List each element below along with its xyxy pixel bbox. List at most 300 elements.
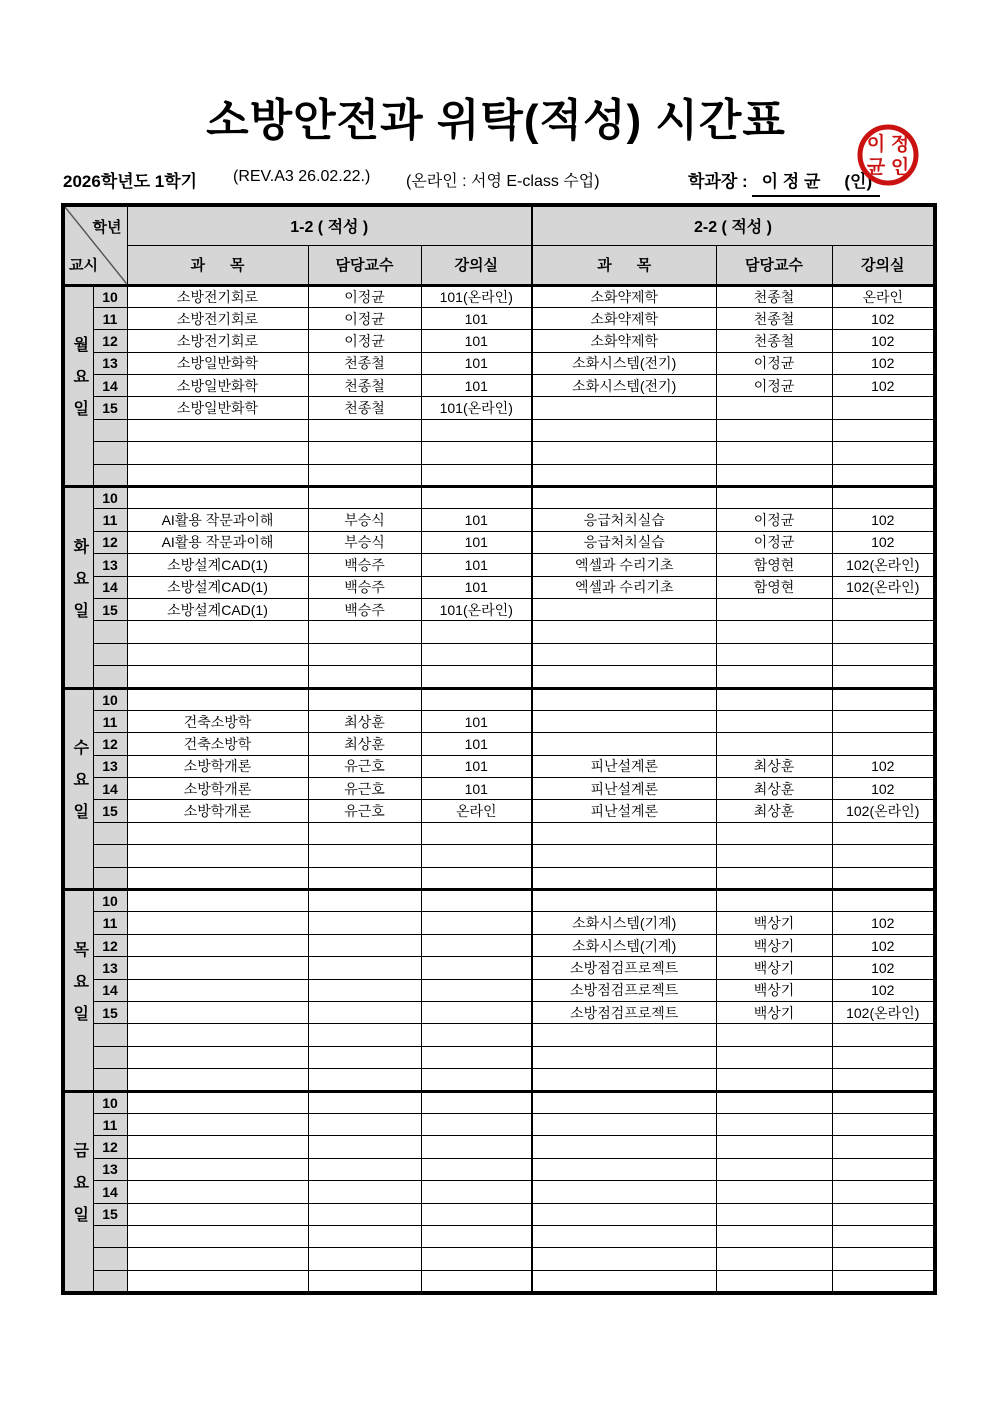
room-cell-2 — [832, 487, 935, 509]
room-cell-2: 102 — [832, 957, 935, 979]
teacher-cell-1 — [308, 957, 421, 979]
teacher-cell-2: 천종철 — [716, 285, 832, 307]
day-label: 월요일 — [70, 336, 88, 433]
day-label: 금요일 — [70, 1142, 88, 1239]
page-title: 소방안전과 위탁(적성) 시간표 — [206, 96, 786, 145]
room-cell-2 — [832, 1046, 935, 1068]
teacher-cell-2 — [716, 822, 832, 844]
teacher-cell-2 — [716, 419, 832, 441]
subject-cell-1 — [127, 845, 308, 867]
teacher-cell-2 — [716, 1225, 832, 1247]
teacher-cell-2 — [716, 733, 832, 755]
subject-cell-2: 피난설계론 — [532, 778, 716, 800]
day-cell — [63, 285, 93, 487]
subject-cell-1 — [127, 1024, 308, 1046]
day-cell — [63, 1091, 93, 1293]
subject-cell-1 — [127, 1136, 308, 1158]
corner-label-grade: 학년 — [92, 219, 122, 236]
room-cell-1 — [421, 1002, 532, 1024]
teacher-cell-2 — [716, 1069, 832, 1091]
teacher-cell-1 — [308, 621, 421, 643]
timetable-row — [63, 867, 935, 889]
timetable-row — [63, 1046, 935, 1068]
timetable-row — [63, 1113, 935, 1135]
teacher-cell-1 — [308, 688, 421, 710]
approval-stamp-icon — [855, 122, 921, 188]
room-cell-1 — [421, 666, 532, 688]
teacher-cell-2 — [716, 1248, 832, 1270]
room-cell-1: 101 — [421, 710, 532, 732]
timetable-row — [63, 330, 935, 352]
room-cell-1 — [421, 1046, 532, 1068]
room-cell-2 — [832, 688, 935, 710]
timetable-row — [63, 755, 935, 777]
timetable-row — [63, 419, 935, 441]
teacher-cell-2 — [716, 710, 832, 732]
teacher-cell-1: 천종철 — [308, 397, 421, 419]
subject-cell-1 — [127, 1113, 308, 1135]
room-cell-1 — [421, 1225, 532, 1247]
teacher-cell-2 — [716, 1181, 832, 1203]
room-cell-1 — [421, 867, 532, 889]
subject-cell-1: 건축소방학 — [127, 733, 308, 755]
teacher-cell-2 — [716, 464, 832, 486]
teacher-cell-1: 백승주 — [308, 598, 421, 620]
timetable-row — [63, 397, 935, 419]
subject-cell-1 — [127, 867, 308, 889]
room-cell-1: 101 — [421, 307, 532, 329]
room-cell-1 — [421, 1203, 532, 1225]
period-cell: 11 — [93, 509, 127, 531]
period-cell: 13 — [93, 755, 127, 777]
timetable-row — [63, 934, 935, 956]
info-line — [0, 163, 992, 197]
room-cell-1: 101 — [421, 576, 532, 598]
teacher-cell-1: 백승주 — [308, 554, 421, 576]
room-cell-1: 101 — [421, 352, 532, 374]
subject-cell-2: 소방점검프로젝트 — [532, 979, 716, 1001]
day-cell — [63, 487, 93, 689]
subject-cell-2 — [532, 1024, 716, 1046]
timetable-row — [63, 375, 935, 397]
room-cell-1 — [421, 1270, 532, 1292]
teacher-cell-2 — [716, 487, 832, 509]
subject-cell-1 — [127, 419, 308, 441]
teacher-cell-1 — [308, 845, 421, 867]
room-cell-1: 101 — [421, 554, 532, 576]
subject-cell-1 — [127, 1181, 308, 1203]
subject-cell-2: 피난설계론 — [532, 755, 716, 777]
timetable-row — [63, 733, 935, 755]
room-cell-1 — [421, 1248, 532, 1270]
teacher-cell-2 — [716, 1203, 832, 1225]
subject-cell-2 — [532, 419, 716, 441]
timetable-row — [63, 1248, 935, 1270]
room-cell-1: 101(온라인) — [421, 598, 532, 620]
timetable-row — [63, 598, 935, 620]
timetable-row — [63, 979, 935, 1001]
room-cell-1 — [421, 419, 532, 441]
period-cell — [93, 1248, 127, 1270]
subject-cell-2: 응급처치실습 — [532, 531, 716, 553]
room-cell-2: 102(온라인) — [832, 576, 935, 598]
teacher-cell-2: 최상훈 — [716, 778, 832, 800]
teacher-cell-1: 유근호 — [308, 800, 421, 822]
subject-cell-2 — [532, 442, 716, 464]
room-cell-2 — [832, 442, 935, 464]
room-cell-2 — [832, 1248, 935, 1270]
period-cell: 14 — [93, 778, 127, 800]
room-cell-1: 101 — [421, 330, 532, 352]
teacher-cell-2 — [716, 890, 832, 912]
subject-cell-1 — [127, 1069, 308, 1091]
subject-cell-2 — [532, 822, 716, 844]
subject-cell-1 — [127, 1203, 308, 1225]
room-cell-2 — [832, 1225, 935, 1247]
room-cell-1 — [421, 979, 532, 1001]
day-block-0 — [63, 285, 935, 487]
subject-cell-1: AI활용 작문과이해 — [127, 509, 308, 531]
teacher-cell-1 — [308, 487, 421, 509]
period-cell: 13 — [93, 1158, 127, 1180]
teacher-cell-2 — [716, 1113, 832, 1135]
subject-cell-1: 소방학개론 — [127, 778, 308, 800]
teacher-cell-2 — [716, 1091, 832, 1113]
subject-cell-1: 건축소방학 — [127, 710, 308, 732]
subject-cell-2: 엑셀과 수리기초 — [532, 554, 716, 576]
room-cell-1 — [421, 487, 532, 509]
period-cell: 14 — [93, 979, 127, 1001]
room-cell-2 — [832, 1136, 935, 1158]
subject-cell-2 — [532, 643, 716, 665]
teacher-cell-2 — [716, 688, 832, 710]
col-header-teacher-1: 담당교수 — [308, 245, 421, 285]
period-cell: 14 — [93, 375, 127, 397]
subject-cell-2: 소화시스템(전기) — [532, 375, 716, 397]
room-cell-2: 102(온라인) — [832, 1002, 935, 1024]
period-cell: 12 — [93, 330, 127, 352]
subject-cell-1 — [127, 442, 308, 464]
room-cell-2: 102 — [832, 755, 935, 777]
room-cell-2 — [832, 643, 935, 665]
timetable-row — [63, 307, 935, 329]
col-header-room-1: 강의실 — [421, 245, 532, 285]
group-header-2-2: 2-2 ( 적성 ) — [532, 205, 935, 245]
room-cell-2 — [832, 1113, 935, 1135]
subject-cell-1 — [127, 1270, 308, 1292]
room-cell-2 — [832, 621, 935, 643]
room-cell-1: 101(온라인) — [421, 397, 532, 419]
subject-cell-2 — [532, 710, 716, 732]
teacher-cell-1 — [308, 1069, 421, 1091]
room-cell-1: 온라인 — [421, 800, 532, 822]
period-cell: 11 — [93, 307, 127, 329]
subject-cell-2 — [532, 666, 716, 688]
teacher-cell-1 — [308, 1113, 421, 1135]
room-cell-2 — [832, 845, 935, 867]
room-cell-2: 102 — [832, 778, 935, 800]
period-cell — [93, 442, 127, 464]
teacher-cell-1 — [308, 1002, 421, 1024]
subject-cell-1 — [127, 1091, 308, 1113]
room-cell-1 — [421, 1024, 532, 1046]
room-cell-1 — [421, 1091, 532, 1113]
day-cell — [63, 890, 93, 1092]
room-cell-1: 101 — [421, 509, 532, 531]
period-cell: 12 — [93, 1136, 127, 1158]
timetable-header — [63, 205, 935, 285]
period-cell — [93, 419, 127, 441]
room-cell-1 — [421, 464, 532, 486]
subject-cell-1 — [127, 666, 308, 688]
teacher-cell-1 — [308, 464, 421, 486]
period-cell — [93, 621, 127, 643]
teacher-cell-2 — [716, 397, 832, 419]
period-cell — [93, 1270, 127, 1292]
room-cell-1: 101(온라인) — [421, 285, 532, 307]
room-cell-2: 102 — [832, 934, 935, 956]
timetable-row — [63, 1002, 935, 1024]
teacher-cell-1: 유근호 — [308, 755, 421, 777]
subject-cell-2 — [532, 867, 716, 889]
timetable-row — [63, 1158, 935, 1180]
period-cell: 10 — [93, 1091, 127, 1113]
timetable-row — [63, 576, 935, 598]
subject-cell-2 — [532, 487, 716, 509]
subject-cell-1: 소방전기회로 — [127, 285, 308, 307]
subject-cell-2 — [532, 1069, 716, 1091]
teacher-cell-2: 백상기 — [716, 1002, 832, 1024]
teacher-cell-1 — [308, 912, 421, 934]
period-cell: 10 — [93, 688, 127, 710]
subject-cell-2 — [532, 1248, 716, 1270]
room-cell-2: 102 — [832, 352, 935, 374]
room-cell-2 — [832, 598, 935, 620]
subject-cell-2 — [532, 890, 716, 912]
subject-cell-1 — [127, 1158, 308, 1180]
room-cell-1 — [421, 1136, 532, 1158]
room-cell-2 — [832, 867, 935, 889]
subject-cell-1 — [127, 1248, 308, 1270]
room-cell-2: 102(온라인) — [832, 800, 935, 822]
subject-cell-2 — [532, 598, 716, 620]
teacher-cell-2 — [716, 643, 832, 665]
teacher-cell-2 — [716, 1136, 832, 1158]
teacher-cell-2 — [716, 1270, 832, 1292]
corner-cell — [63, 205, 127, 285]
subject-cell-1: 소방설계CAD(1) — [127, 576, 308, 598]
room-cell-1: 101 — [421, 531, 532, 553]
room-cell-2 — [832, 1091, 935, 1113]
timetable-row — [63, 1091, 935, 1113]
subject-cell-1 — [127, 1046, 308, 1068]
room-cell-2: 102(온라인) — [832, 554, 935, 576]
timetable-row — [63, 554, 935, 576]
teacher-cell-2: 최상훈 — [716, 755, 832, 777]
subject-cell-2 — [532, 397, 716, 419]
teacher-cell-2 — [716, 598, 832, 620]
period-cell: 13 — [93, 352, 127, 374]
subject-cell-1: 소방일반화학 — [127, 397, 308, 419]
subject-cell-1: 소방일반화학 — [127, 352, 308, 374]
teacher-cell-1 — [308, 666, 421, 688]
col-header-room-2: 강의실 — [832, 245, 935, 285]
teacher-cell-2: 최상훈 — [716, 800, 832, 822]
timetable-row — [63, 1181, 935, 1203]
room-cell-1 — [421, 822, 532, 844]
period-cell — [93, 464, 127, 486]
subject-cell-2 — [532, 688, 716, 710]
timetable-row — [63, 509, 935, 531]
period-cell — [93, 845, 127, 867]
room-cell-2: 102 — [832, 375, 935, 397]
teacher-cell-1: 이정균 — [308, 307, 421, 329]
teacher-cell-1 — [308, 1046, 421, 1068]
room-cell-1 — [421, 890, 532, 912]
teacher-cell-2 — [716, 1046, 832, 1068]
room-cell-1 — [421, 621, 532, 643]
subject-cell-2 — [532, 1046, 716, 1068]
subject-cell-1 — [127, 957, 308, 979]
period-cell: 10 — [93, 890, 127, 912]
teacher-cell-1 — [308, 1181, 421, 1203]
department-head-label: 학과장 : — [688, 172, 748, 191]
subject-cell-1: AI활용 작문과이해 — [127, 531, 308, 553]
teacher-cell-1 — [308, 1225, 421, 1247]
revision-label: (REV.A3 26.02.22.) — [233, 168, 371, 185]
teacher-cell-1: 최상훈 — [308, 733, 421, 755]
room-cell-1 — [421, 845, 532, 867]
subject-cell-2 — [532, 1270, 716, 1292]
timetable-row — [63, 800, 935, 822]
timetable-row — [63, 710, 935, 732]
day-block-4 — [63, 1091, 935, 1293]
corner-label-period: 교시 — [69, 256, 98, 274]
room-cell-1 — [421, 688, 532, 710]
col-header-subject-2: 과 목 — [532, 245, 716, 285]
group-header-1-2: 1-2 ( 적성 ) — [127, 205, 532, 245]
period-cell: 10 — [93, 285, 127, 307]
timetable-row — [63, 1136, 935, 1158]
room-cell-2 — [832, 733, 935, 755]
teacher-cell-1 — [308, 1091, 421, 1113]
timetable-row — [63, 352, 935, 374]
subject-cell-2 — [532, 464, 716, 486]
subject-cell-1 — [127, 890, 308, 912]
room-cell-2 — [832, 1270, 935, 1292]
room-cell-1 — [421, 643, 532, 665]
subject-cell-2: 엑셀과 수리기초 — [532, 576, 716, 598]
subject-cell-1: 소방전기회로 — [127, 330, 308, 352]
svg-text:인: 인 — [890, 157, 910, 178]
day-cell — [63, 688, 93, 890]
subject-cell-2 — [532, 1203, 716, 1225]
subject-cell-1 — [127, 464, 308, 486]
room-cell-2: 102 — [832, 912, 935, 934]
room-cell-2 — [832, 1158, 935, 1180]
teacher-cell-1: 부승식 — [308, 509, 421, 531]
subject-cell-1: 소방학개론 — [127, 755, 308, 777]
teacher-cell-1 — [308, 419, 421, 441]
svg-text:균: 균 — [866, 157, 886, 178]
timetable-row — [63, 464, 935, 486]
room-cell-2 — [832, 666, 935, 688]
teacher-cell-1 — [308, 890, 421, 912]
timetable-row — [63, 1270, 935, 1292]
subject-cell-2: 응급처치실습 — [532, 509, 716, 531]
period-cell — [93, 1225, 127, 1247]
subject-cell-1 — [127, 979, 308, 1001]
period-cell — [93, 666, 127, 688]
room-cell-2 — [832, 397, 935, 419]
room-cell-1: 101 — [421, 755, 532, 777]
timetable-row — [63, 1225, 935, 1247]
period-cell: 11 — [93, 912, 127, 934]
timetable-row — [63, 531, 935, 553]
subject-cell-2 — [532, 1091, 716, 1113]
subject-cell-2 — [532, 621, 716, 643]
timetable-row — [63, 643, 935, 665]
period-cell: 13 — [93, 957, 127, 979]
teacher-cell-1: 최상훈 — [308, 710, 421, 732]
subject-cell-2 — [532, 1158, 716, 1180]
timetable — [61, 203, 937, 1295]
teacher-cell-1 — [308, 1270, 421, 1292]
period-cell: 11 — [93, 1113, 127, 1135]
period-cell: 14 — [93, 576, 127, 598]
teacher-cell-1 — [308, 643, 421, 665]
subject-cell-2: 소방점검프로젝트 — [532, 1002, 716, 1024]
timetable-row — [63, 688, 935, 710]
teacher-cell-1 — [308, 822, 421, 844]
teacher-cell-2 — [716, 666, 832, 688]
room-cell-1 — [421, 912, 532, 934]
period-cell: 10 — [93, 487, 127, 509]
room-cell-2 — [832, 419, 935, 441]
period-cell — [93, 822, 127, 844]
room-cell-1 — [421, 957, 532, 979]
teacher-cell-2: 이정균 — [716, 352, 832, 374]
teacher-cell-2: 백상기 — [716, 934, 832, 956]
period-cell — [93, 643, 127, 665]
period-cell: 15 — [93, 800, 127, 822]
day-block-2 — [63, 688, 935, 890]
teacher-cell-2 — [716, 867, 832, 889]
room-cell-2: 102 — [832, 979, 935, 1001]
timetable-row — [63, 1203, 935, 1225]
room-cell-2 — [832, 1024, 935, 1046]
teacher-cell-1: 이정균 — [308, 330, 421, 352]
teacher-cell-2 — [716, 845, 832, 867]
subject-cell-1 — [127, 643, 308, 665]
day-label: 목요일 — [70, 940, 88, 1037]
teacher-cell-1 — [308, 1158, 421, 1180]
subject-cell-1 — [127, 1002, 308, 1024]
subject-cell-1: 소방학개론 — [127, 800, 308, 822]
timetable-row — [63, 778, 935, 800]
department-head-name: 이 정 균 — [761, 172, 821, 191]
subject-cell-1 — [127, 912, 308, 934]
period-cell — [93, 1024, 127, 1046]
room-cell-2 — [832, 710, 935, 732]
teacher-cell-1: 천종철 — [308, 375, 421, 397]
timetable-row — [63, 442, 935, 464]
teacher-cell-2 — [716, 621, 832, 643]
teacher-cell-1 — [308, 867, 421, 889]
day-label: 수요일 — [70, 739, 88, 836]
teacher-cell-1 — [308, 979, 421, 1001]
subject-cell-1: 소방설계CAD(1) — [127, 598, 308, 620]
